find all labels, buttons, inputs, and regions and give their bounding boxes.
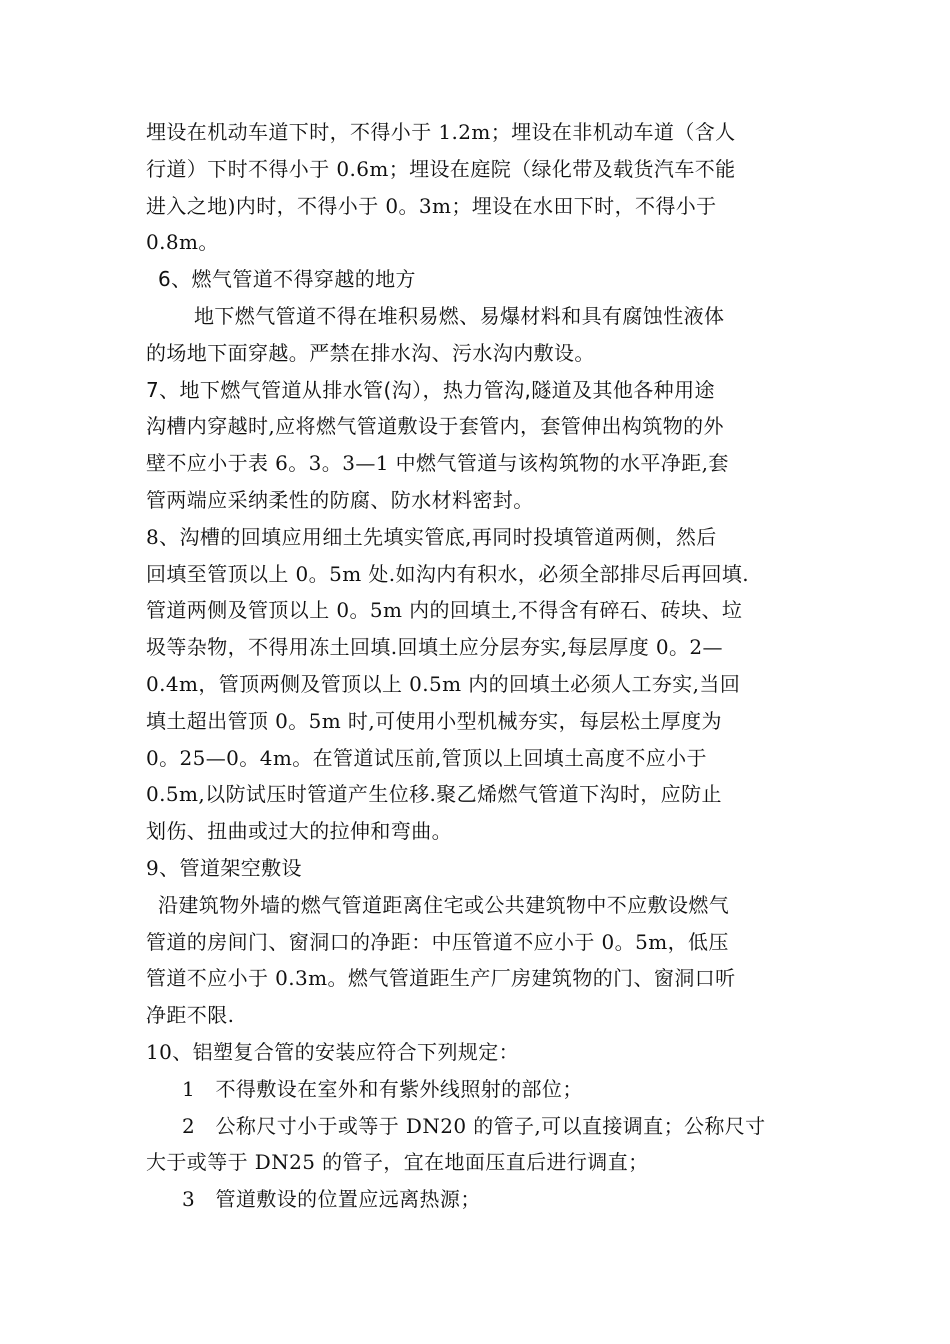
text-line: 沿建筑物外墙的燃气管道距离住宅或公共建筑物中不应敷设燃气 (158, 892, 730, 917)
text-line: 的场地下面穿越。严禁在排水沟、污水沟内敷设。 (146, 340, 595, 365)
text-line: 壁不应小于表 6。3。3—1 中燃气管道与该构筑物的水平净距,套 (146, 451, 729, 476)
text-line: 0.8m。 (146, 230, 219, 255)
text-line: 划伤、扭曲或过大的拉伸和弯曲。 (146, 819, 452, 844)
text-line: 沟槽内穿越时,应将燃气管道敷设于套管内，套管伸出构筑物的外 (146, 414, 724, 439)
text-line: 0.5m,以防试压时管道产生位移.聚乙烯燃气管道下沟时，应防止 (146, 782, 722, 807)
text-line: 填土超出管顶 0。5m 时,可使用小型机械夯实，每层松土厚度为 (146, 708, 722, 733)
text-line: 埋设在机动车道下时，不得小于 1.2m；埋设在非机动车道（含人 (146, 120, 736, 144)
text-line: 地下燃气管道不得在堆积易燃、易爆材料和具有腐蚀性液体 (194, 304, 725, 328)
text-line: 10、铝塑复合管的安装应符合下列规定： (146, 1040, 520, 1064)
text-line: 6、燃气管道不得穿越的地方 (158, 267, 416, 292)
text-line: 管道不应小于 0.3m。燃气管道距生产厂房建筑物的门、窗洞口听 (146, 966, 736, 991)
text-line: 9、管道架空敷设 (146, 856, 302, 880)
text-line: 管道的房间门、窗洞口的净距：中压管道不应小于 0。5m，低压 (146, 929, 729, 954)
text-line: 7、地下燃气管道从排水管(沟），热力管沟,隧道及其他各种用途 (146, 377, 715, 402)
text-line: 行道）下时不得小于 0.6m；埋设在庭院（绿化带及载货汽车不能 (146, 156, 736, 181)
text-line: 进入之地)内时，不得小于 0。3m；埋设在水田下时，不得小于 (146, 193, 717, 218)
text-line: 2 公称尺寸小于或等于 DN20 的管子,可以直接调直；公称尺寸 (182, 1113, 766, 1138)
text-line: 圾等杂物，不得用冻土回填.回填土应分层夯实,每层厚度 0。2— (146, 635, 723, 660)
text-line: 管道两侧及管顶以上 0。5m 内的回填土,不得含有碎石、砖块、垃 (146, 598, 743, 623)
text-line: 0。25—0。4m。在管道试压前,管顶以上回填土高度不应小于 (146, 745, 707, 770)
text-line: 净距不限. (146, 1003, 235, 1028)
text-line: 管两端应采纳柔性的防腐、防水材料密封。 (146, 488, 534, 512)
text-line: 3 管道敷设的位置应远离热源； (182, 1187, 481, 1212)
text-line: 大于或等于 DN25 的管子，宜在地面压直后进行调直； (146, 1150, 649, 1175)
text-line: 0.4m，管顶两侧及管顶以上 0.5m 内的回填土必须人工夯实,当回 (146, 672, 741, 696)
text-line: 回填至管顶以上 0。5m 处.如沟内有积水，必须全部排尽后再回填. (146, 561, 750, 586)
text-line: 8、沟槽的回填应用细土先填实管底,再同时投填管道两侧，然后 (146, 524, 717, 549)
text-line: 1 不得敷设在室外和有紫外线照射的部位； (182, 1076, 583, 1101)
